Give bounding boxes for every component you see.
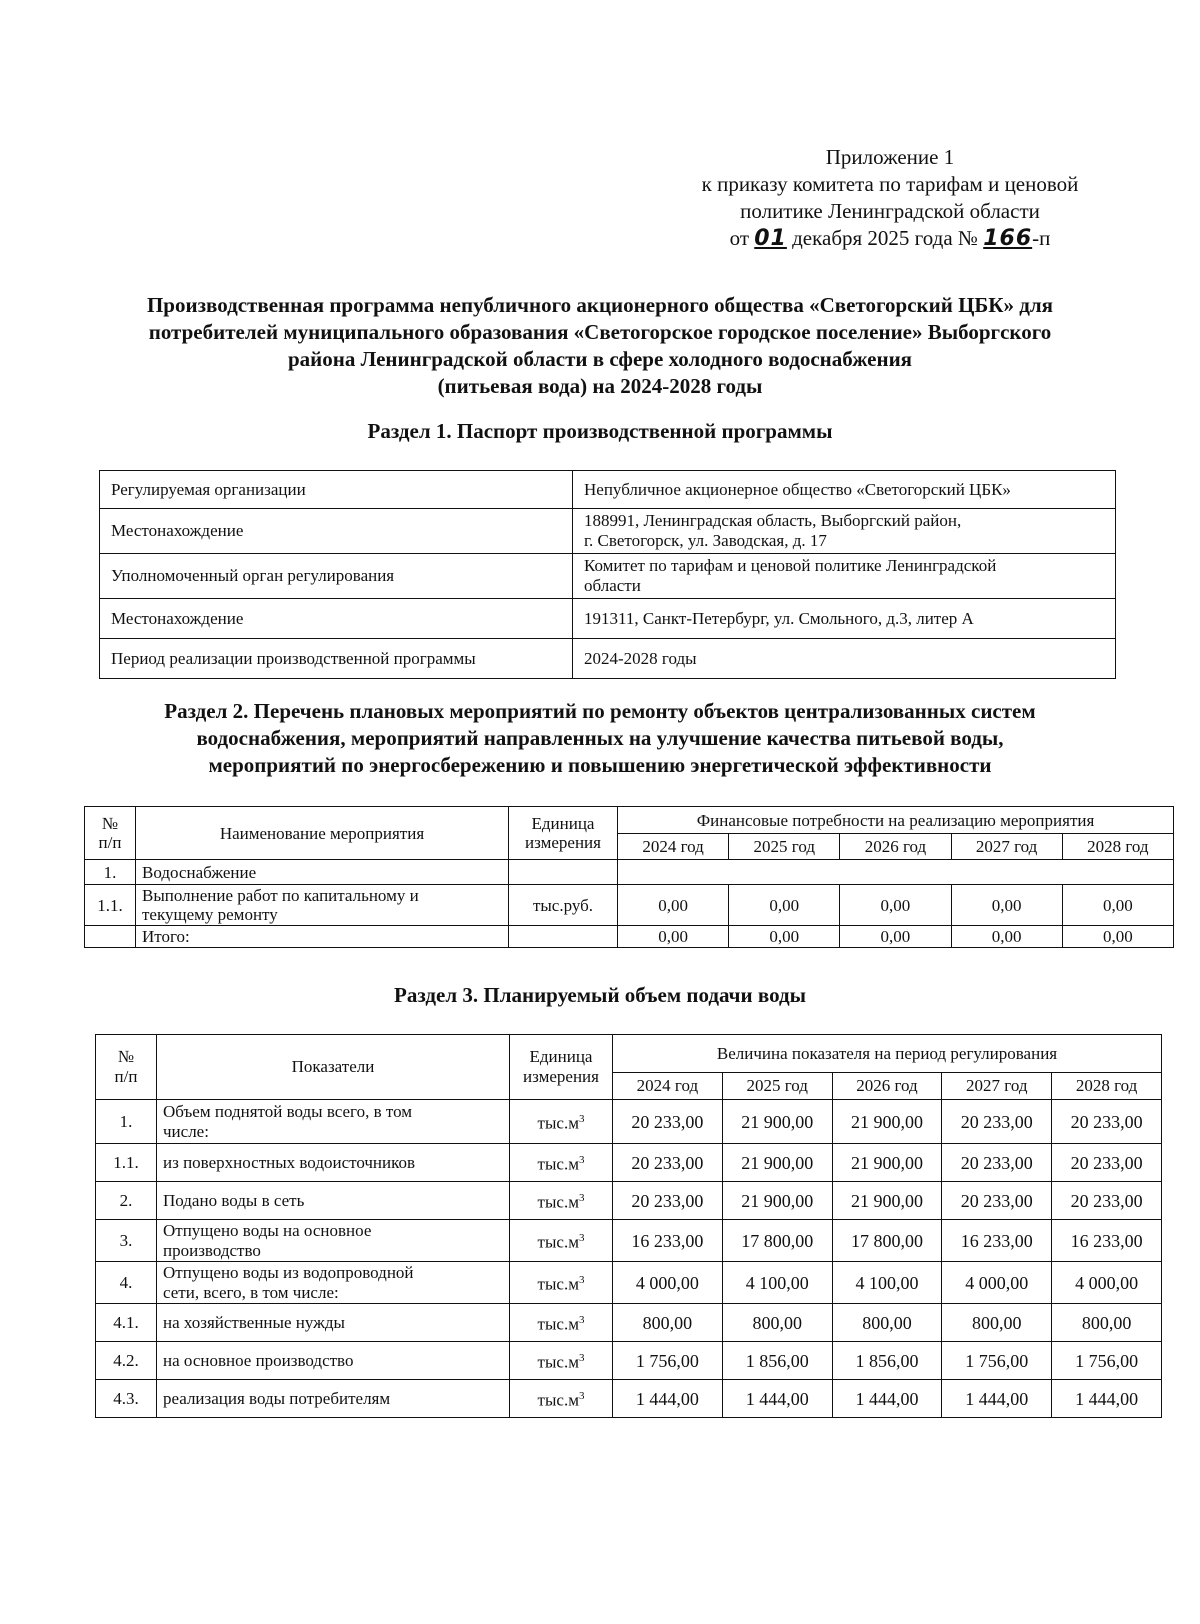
handwritten-order-number: 166 <box>983 226 1033 251</box>
row-num <box>85 926 136 948</box>
passport-value-line: области <box>584 576 641 595</box>
unit-exponent: 3 <box>578 1314 585 1327</box>
row-unit <box>510 1100 613 1144</box>
row-name <box>157 1380 510 1418</box>
row-name <box>136 885 509 926</box>
row-value: 20 233,00 <box>613 1182 723 1220</box>
row-num: 1.1. <box>85 885 136 926</box>
row-value: 800,00 <box>1052 1304 1162 1342</box>
row-num: 3. <box>96 1220 157 1262</box>
row-value: 20 233,00 <box>613 1144 723 1182</box>
row-name <box>157 1304 510 1342</box>
handwritten-day: 01 <box>754 226 787 251</box>
row-name-line: текущему ремонту <box>142 905 278 924</box>
header-num-line: № <box>101 814 119 833</box>
section2-heading <box>90 698 1110 779</box>
passport-key: Период реализации производственной программы <box>100 639 573 679</box>
row-unit <box>510 1144 613 1182</box>
table-header-row <box>96 1035 1162 1073</box>
row-value: 4 100,00 <box>722 1262 832 1304</box>
total-value: 0,00 <box>729 926 840 948</box>
unit-exponent: 3 <box>578 1192 585 1205</box>
section3-heading: Раздел 3. Планируемый объем подачи воды <box>394 983 806 1007</box>
row-unit <box>510 1182 613 1220</box>
row-value: 1 444,00 <box>722 1380 832 1418</box>
unit-exponent: 3 <box>578 1352 585 1365</box>
row-unit <box>510 1262 613 1304</box>
row-name <box>157 1182 510 1220</box>
row-value: 1 756,00 <box>1052 1342 1162 1380</box>
table-row <box>96 1380 1162 1418</box>
row-value: 4 000,00 <box>1052 1262 1162 1304</box>
row-value: 4 000,00 <box>942 1262 1052 1304</box>
row-value: 0,00 <box>1062 885 1173 926</box>
row-unit: тыс.руб. <box>509 885 618 926</box>
row-value: 1 444,00 <box>942 1380 1052 1418</box>
row-value: 1 756,00 <box>613 1342 723 1380</box>
table-row <box>96 1262 1162 1304</box>
table-row <box>100 639 1116 679</box>
unit-base: тыс.м <box>537 1352 579 1372</box>
row-unit <box>509 926 618 948</box>
document-title <box>90 292 1110 400</box>
row-value: 0,00 <box>840 885 951 926</box>
row-name-line: реализация воды потребителям <box>163 1388 391 1408</box>
row-name <box>157 1342 510 1380</box>
row-value: 4 000,00 <box>613 1262 723 1304</box>
row-name-line: Выполнение работ по капитальному и <box>142 886 419 905</box>
row-value: 0,00 <box>951 885 1062 926</box>
annex-line-region: политике Ленинградской области <box>740 199 1040 223</box>
row-num: 2. <box>96 1182 157 1220</box>
row-unit <box>510 1342 613 1380</box>
row-value: 800,00 <box>832 1304 942 1342</box>
table-row <box>85 885 1174 926</box>
year-header: 2024 год <box>613 1073 723 1100</box>
title-line: (питьевая вода) на 2024-2028 годы <box>437 374 763 398</box>
table-row <box>96 1182 1162 1220</box>
row-value: 16 233,00 <box>1052 1220 1162 1262</box>
unit-base: тыс.м <box>537 1113 579 1133</box>
row-value: 21 900,00 <box>722 1144 832 1182</box>
annex-line-order: к приказу комитета по тарифам и ценовой <box>701 172 1079 196</box>
annex-header <box>640 144 1140 252</box>
header-unit <box>510 1035 613 1100</box>
total-value: 0,00 <box>840 926 951 948</box>
unit-base: тыс.м <box>537 1390 579 1410</box>
passport-value-line: Комитет по тарифам и ценовой политике Ленинградской <box>584 556 997 575</box>
table-row <box>96 1304 1162 1342</box>
title-line: района Ленинградской области в сфере холодного водоснабжения <box>287 347 913 371</box>
row-value: 4 100,00 <box>832 1262 942 1304</box>
title-line: потребителей муниципального образования «Светогорское городское поселение» Выборгского <box>148 320 1052 344</box>
row-value: 16 233,00 <box>942 1220 1052 1262</box>
header-num-line: № <box>117 1047 135 1066</box>
annex-title: Приложение 1 <box>825 145 955 169</box>
row-num: 4.1. <box>96 1304 157 1342</box>
row-value: 21 900,00 <box>832 1144 942 1182</box>
row-unit <box>510 1304 613 1342</box>
passport-value <box>573 509 1116 554</box>
header-value: Величина показателя на период регулирования <box>613 1035 1162 1073</box>
row-value: 800,00 <box>942 1304 1052 1342</box>
row-value: 1 444,00 <box>613 1380 723 1418</box>
row-num: 1.1. <box>96 1144 157 1182</box>
passport-value: Непубличное акционерное общество «Светогорский ЦБК» <box>573 471 1116 509</box>
header-unit-line: измерения <box>523 1067 599 1086</box>
section2-heading-line: водоснабжения, мероприятий направленных на улучшение качества питьевой воды, <box>196 726 1004 750</box>
annex-date-rest: декабря 2025 года № <box>792 226 978 250</box>
passport-key: Местонахождение <box>100 509 573 554</box>
row-value: 21 900,00 <box>832 1182 942 1220</box>
annex-order-suffix: -п <box>1032 226 1051 250</box>
row-value: 0,00 <box>729 885 840 926</box>
passport-table <box>99 470 1116 679</box>
title-line: Производственная программа непубличного акционерного общества «Светогорский ЦБК» для <box>146 293 1054 317</box>
section1-heading: Раздел 1. Паспорт производственной программы <box>367 419 833 443</box>
passport-key: Местонахождение <box>100 599 573 639</box>
row-value: 16 233,00 <box>613 1220 723 1262</box>
row-name <box>157 1100 510 1144</box>
row-value: 20 233,00 <box>613 1100 723 1144</box>
year-header: 2025 год <box>729 834 840 860</box>
row-unit <box>509 860 618 885</box>
row-num: 4.2. <box>96 1342 157 1380</box>
unit-exponent: 3 <box>578 1154 585 1167</box>
table-row <box>100 471 1116 509</box>
total-value: 0,00 <box>951 926 1062 948</box>
header-unit-line: Единица <box>529 1047 593 1066</box>
header-financial: Финансовые потребности на реализацию мероприятия <box>618 807 1174 834</box>
header-num-line: п/п <box>98 833 122 852</box>
row-value: 20 233,00 <box>1052 1100 1162 1144</box>
table-row <box>100 599 1116 639</box>
header-unit <box>509 807 618 860</box>
row-name-line: на основное производство <box>163 1350 354 1370</box>
row-name-line: Подано воды в сеть <box>163 1190 305 1210</box>
unit-exponent: 3 <box>578 1232 585 1245</box>
table-row <box>100 509 1116 554</box>
row-value: 17 800,00 <box>832 1220 942 1262</box>
year-header: 2027 год <box>951 834 1062 860</box>
year-header: 2025 год <box>722 1073 832 1100</box>
table-row <box>96 1342 1162 1380</box>
row-value: 1 756,00 <box>942 1342 1052 1380</box>
table-row <box>85 860 1174 885</box>
header-num <box>85 807 136 860</box>
unit-exponent: 3 <box>578 1274 585 1287</box>
annex-date-line <box>640 225 1140 252</box>
row-value: 20 233,00 <box>942 1100 1052 1144</box>
row-num: 1. <box>85 860 136 885</box>
row-value: 800,00 <box>722 1304 832 1342</box>
row-name-line: из поверхностных водоисточников <box>163 1152 416 1172</box>
row-name <box>157 1220 510 1262</box>
row-value: 21 900,00 <box>722 1182 832 1220</box>
total-value: 0,00 <box>618 926 729 948</box>
row-name-line: числе: <box>163 1121 209 1141</box>
row-value: 20 233,00 <box>1052 1144 1162 1182</box>
passport-value: 2024-2028 годы <box>573 639 1116 679</box>
row-name: Водоснабжение <box>136 860 509 885</box>
table-header-row <box>85 807 1174 834</box>
year-header: 2026 год <box>840 834 951 860</box>
unit-exponent: 3 <box>578 1113 585 1126</box>
events-table <box>84 806 1174 948</box>
row-name-line: Отпущено воды на основное <box>163 1220 372 1240</box>
year-header: 2024 год <box>618 834 729 860</box>
row-value: 1 444,00 <box>1052 1380 1162 1418</box>
table-total-row <box>85 926 1174 948</box>
passport-value: 191311, Санкт-Петербург, ул. Смольного, д.3, литер А <box>573 599 1116 639</box>
row-name-line: производство <box>163 1240 261 1260</box>
passport-key: Регулируемая организации <box>100 471 573 509</box>
row-value: 800,00 <box>613 1304 723 1342</box>
row-num: 1. <box>96 1100 157 1144</box>
row-name <box>157 1262 510 1304</box>
row-name-line: Объем поднятой воды всего, в том <box>163 1101 413 1121</box>
row-value: 0,00 <box>618 885 729 926</box>
table-row <box>100 554 1116 599</box>
total-value: 0,00 <box>1062 926 1173 948</box>
year-header: 2028 год <box>1052 1073 1162 1100</box>
passport-value-line: г. Светогорск, ул. Заводская, д. 17 <box>584 531 827 550</box>
unit-base: тыс.м <box>537 1232 579 1252</box>
header-unit-line: Единица <box>531 814 595 833</box>
total-label: Итого: <box>136 926 509 948</box>
volume-table-body <box>96 1100 1162 1418</box>
header-unit-line: измерения <box>525 833 601 852</box>
section2-heading-line: Раздел 2. Перечень плановых мероприятий по ремонту объектов централизованных систем <box>164 699 1036 723</box>
table-row <box>96 1220 1162 1262</box>
header-num-line: п/п <box>114 1067 138 1086</box>
table-row <box>96 1144 1162 1182</box>
header-num <box>96 1035 157 1100</box>
row-name-line: Отпущено воды из водопроводной <box>163 1262 414 1282</box>
table-row <box>96 1100 1162 1144</box>
year-header: 2027 год <box>942 1073 1052 1100</box>
unit-base: тыс.м <box>537 1154 579 1174</box>
row-value: 21 900,00 <box>832 1100 942 1144</box>
row-name <box>157 1144 510 1182</box>
row-value: 1 444,00 <box>832 1380 942 1418</box>
unit-exponent: 3 <box>578 1390 585 1403</box>
row-value: 20 233,00 <box>1052 1182 1162 1220</box>
volume-table <box>95 1034 1162 1418</box>
row-value: 17 800,00 <box>722 1220 832 1262</box>
row-value: 1 856,00 <box>722 1342 832 1380</box>
passport-value-line: 188991, Ленинградская область, Выборгский район, <box>584 511 962 530</box>
header-name: Наименование мероприятия <box>136 807 509 860</box>
year-header: 2028 год <box>1062 834 1173 860</box>
row-name-line: сети, всего, в том числе: <box>163 1282 339 1302</box>
row-value: 1 856,00 <box>832 1342 942 1380</box>
header-name: Показатели <box>157 1035 510 1100</box>
row-num: 4.3. <box>96 1380 157 1418</box>
row-unit <box>510 1220 613 1262</box>
passport-key: Уполномоченный орган регулирования <box>100 554 573 599</box>
row-num: 4. <box>96 1262 157 1304</box>
annex-date-prefix: от <box>729 226 749 250</box>
row-value: 20 233,00 <box>942 1144 1052 1182</box>
passport-value <box>573 554 1116 599</box>
row-value: 21 900,00 <box>722 1100 832 1144</box>
row-value: 20 233,00 <box>942 1182 1052 1220</box>
unit-base: тыс.м <box>537 1314 579 1334</box>
unit-base: тыс.м <box>537 1192 579 1212</box>
section2-heading-line: мероприятий по энергосбережению и повышению энергетической эффективности <box>208 753 992 777</box>
unit-base: тыс.м <box>537 1274 579 1294</box>
year-header: 2026 год <box>832 1073 942 1100</box>
row-name-line: на хозяйственные нужды <box>163 1312 345 1332</box>
row-empty <box>618 860 1174 885</box>
row-unit <box>510 1380 613 1418</box>
